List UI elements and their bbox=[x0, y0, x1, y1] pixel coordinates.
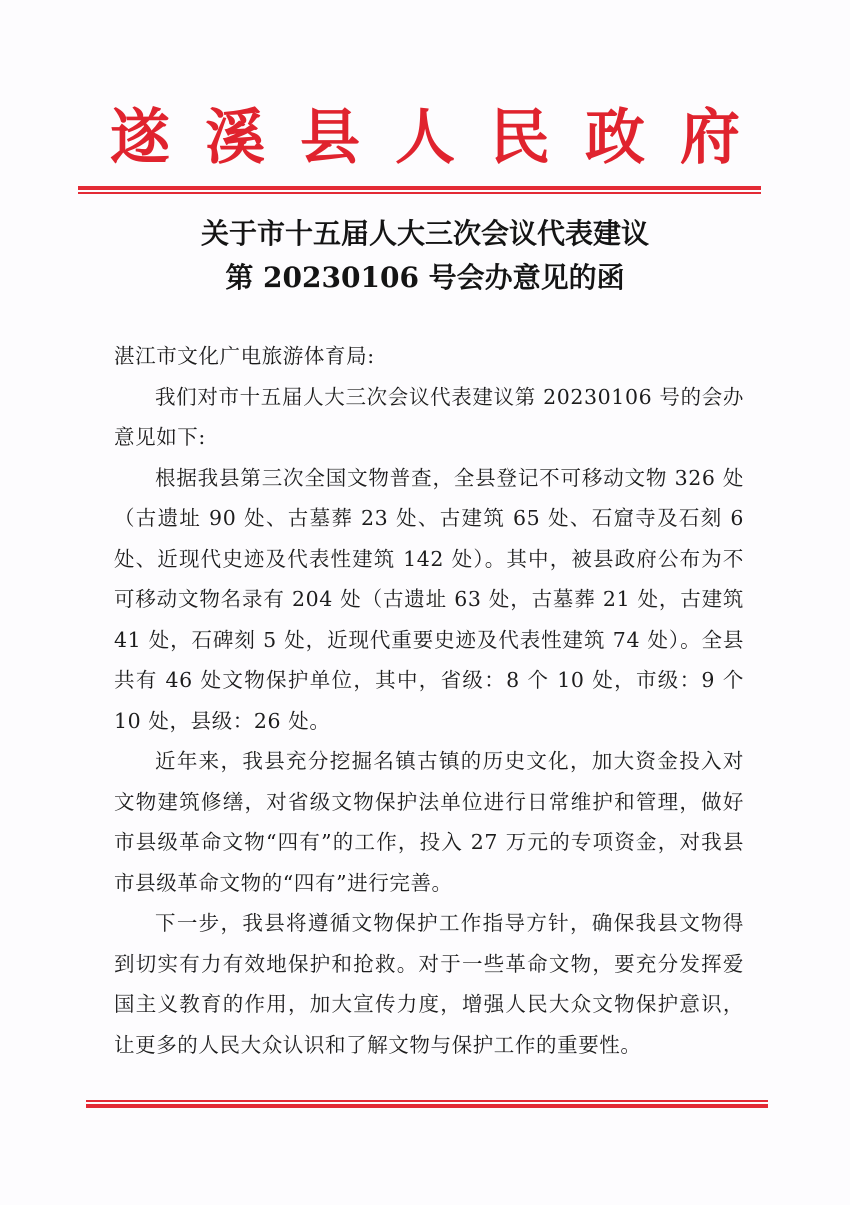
masthead-char: 县 bbox=[300, 103, 360, 173]
issuer-masthead bbox=[110, 98, 740, 178]
masthead-char: 人 bbox=[395, 103, 455, 173]
title-line-2: 第 20230106 号会办意见的函 bbox=[225, 261, 625, 294]
masthead-char: 民 bbox=[490, 103, 550, 173]
rule-thick-line bbox=[86, 1104, 768, 1108]
title-line-1: 关于市十五届人大三次会议代表建议 bbox=[200, 217, 649, 250]
masthead-char: 溪 bbox=[205, 103, 265, 173]
document-body bbox=[114, 336, 744, 1065]
header-red-rule bbox=[78, 186, 761, 194]
salutation: 湛江市文化广电旅游体育局: bbox=[114, 344, 375, 368]
document-title bbox=[0, 212, 850, 300]
masthead-char: 遂 bbox=[110, 103, 170, 173]
masthead-char: 府 bbox=[680, 103, 740, 173]
masthead-char: 政 bbox=[585, 103, 645, 173]
body-paragraph: 我们对市十五届人大三次会议代表建议第 20230106 号的会办意见如下: bbox=[114, 384, 744, 449]
body-paragraph: 近年来，我县充分挖掘名镇古镇的历史文化，加大资金投入对文物建筑修缮，对省级文物保护法单位进行日常维护和管理，做好市县级革命文物“四有”的工作，投入 27 万元的专项资金，对我县市县级革命文物的“四有”进行完善。 bbox=[114, 749, 744, 895]
rule-thin-line bbox=[78, 192, 761, 194]
body-paragraph: 下一步，我县将遵循文物保护工作指导方针，确保我县文物得到切实有力有效地保护和抢救。对于一些革命文物，要充分发挥爱国主义教育的作用，加大宣传力度，增强人民大众文物保护意识，让更多的人民大众认识和了解文物与保护工作的重要性。 bbox=[114, 911, 744, 1057]
footer-red-rule bbox=[86, 1100, 768, 1108]
body-paragraph: 根据我县第三次全国文物普查，全县登记不可移动文物 326 处（古遗址 90 处、古墓葬 23 处、古建筑 65 处、石窟寺及石刻 6 处、近现代史迹及代表性建筑 142 处）。其中，被县政府公布为不可移动文物名录有 204 处（古遗址 63 处，古墓葬 21 处，古建筑 41 处，石碑刻 5 处，近现代重要史迹及代表性建筑 74 处）。全县共有 46 处文物保护单位，其中，省级：8 个 10 处，市级：9 个 10 处，县级：26 处。 bbox=[114, 465, 744, 733]
